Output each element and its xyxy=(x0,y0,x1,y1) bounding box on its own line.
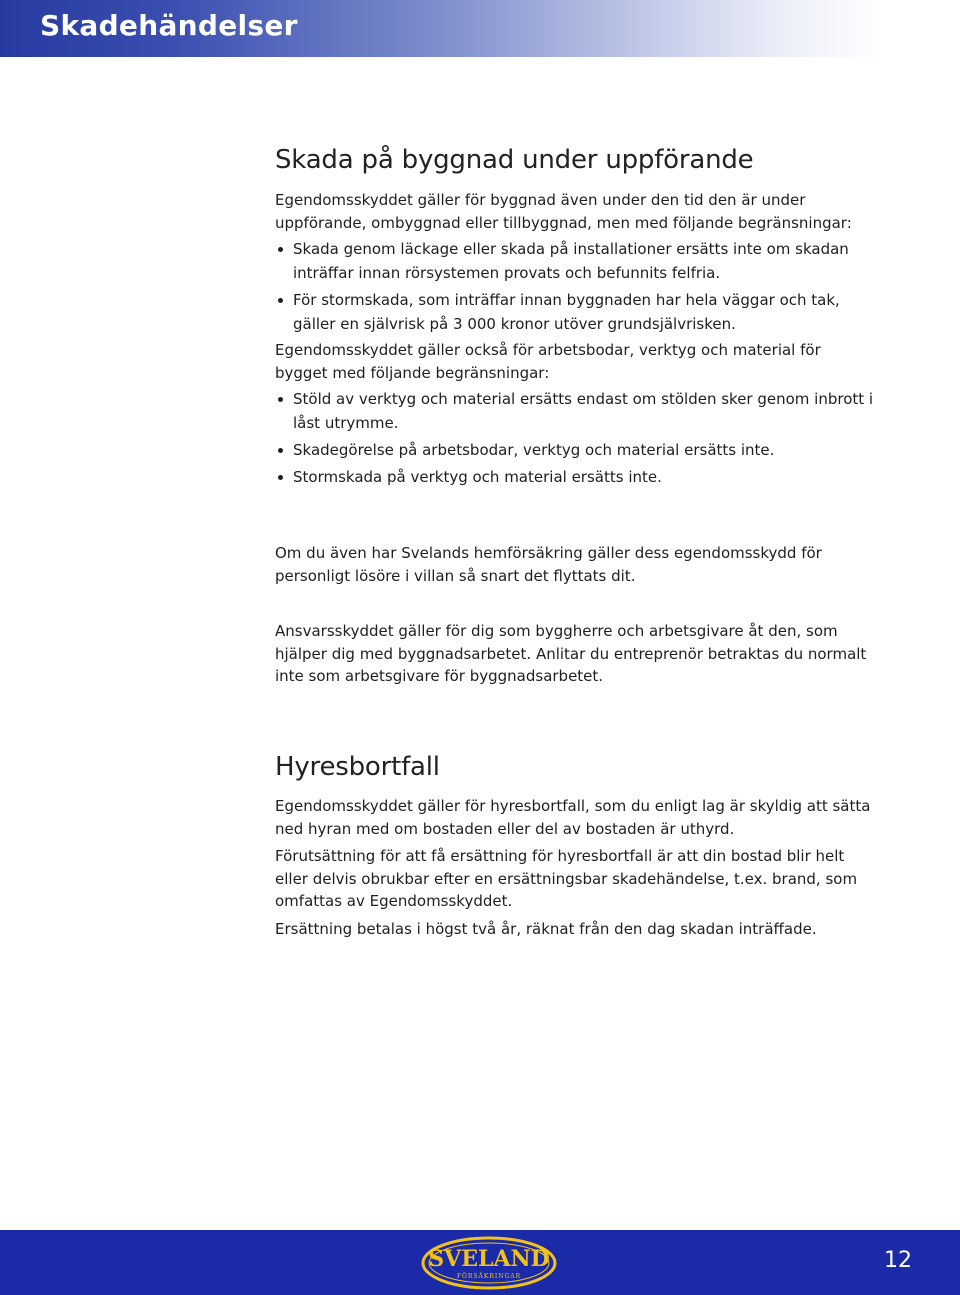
list-item xyxy=(275,237,875,285)
home-insurance-paragraph-wrap xyxy=(275,542,875,587)
sveland-logo xyxy=(420,1233,558,1293)
page-number: 12 xyxy=(884,1248,912,1273)
list-item xyxy=(275,288,875,336)
logo-text: SVELAND xyxy=(428,1246,550,1272)
list-item-text: Stormskada på verktyg och material ersätts inte. xyxy=(293,468,662,486)
list-item xyxy=(275,465,875,489)
construction-intro: Egendomsskyddet gäller för byggnad även under den tid den är under uppförande, ombyggnad eller tillbyggnad, men med följande begränsningar: xyxy=(275,191,852,232)
list-item-text: Skadegörelse på arbetsbodar, verktyg och material ersätts inte. xyxy=(293,441,775,459)
section-construction-body xyxy=(275,189,875,489)
construction-intro-2: Egendomsskyddet gäller också för arbetsbodar, verktyg och material för bygget med följande begränsningar: xyxy=(275,341,821,382)
section-heading-construction-wrap xyxy=(275,145,875,175)
bullet-icon xyxy=(278,475,283,480)
list-item xyxy=(275,438,875,462)
section-rent-loss-body xyxy=(275,795,875,940)
logo-subtext: FÖRSÄKRINGAR xyxy=(456,1273,522,1280)
construction-limits-list-2 xyxy=(275,387,875,489)
bullet-icon xyxy=(278,448,283,453)
list-item xyxy=(275,387,875,435)
rent-loss-paragraph-1: Egendomsskyddet gäller för hyresbortfall, som du enligt lag är skyldig att sätta ned hyran med om bostaden eller del av bostaden är uthyrd. xyxy=(275,797,871,838)
list-item-text: För stormskada, som inträffar innan byggnaden har hela väggar och tak, gäller en självrisk på 3 000 kronor utöver grundsjälvrisken. xyxy=(293,291,840,333)
section-heading-rent-loss-wrap xyxy=(275,752,875,782)
home-insurance-paragraph: Om du även har Svelands hemförsäkring gäller dess egendomsskydd för personligt lösöre i villan så snart det flyttats dit. xyxy=(275,544,822,585)
page-header-title: Skadehändelser xyxy=(40,9,298,42)
list-item-text: Stöld av verktyg och material ersätts endast om stölden sker genom inbrott i låst utrymme. xyxy=(293,390,874,432)
page-footer-band xyxy=(0,1230,960,1295)
bullet-icon xyxy=(278,247,283,252)
liability-paragraph: Ansvarsskyddet gäller för dig som byggherre och arbetsgivare åt den, som hjälper dig med byggnadsarbetet. Anlitar du entreprenör betraktas du normalt inte som arbetsgivare för byggnadsarbetet. xyxy=(275,622,867,685)
rent-loss-paragraph-2: Förutsättning för att få ersättning för hyresbortfall är att din bostad blir helt eller delvis obrukbar efter en ersättningsbar skadehändelse, t.ex. brand, som omfattas av Egendomsskyddet. xyxy=(275,847,858,910)
bullet-icon xyxy=(278,397,283,402)
liability-paragraph-wrap xyxy=(275,620,875,688)
page-header-band xyxy=(0,0,960,57)
section-heading-construction: Skada på byggnad under uppförande xyxy=(275,145,754,175)
section-heading-rent-loss: Hyresbortfall xyxy=(275,752,440,782)
list-item-text: Skada genom läckage eller skada på installationer ersätts inte om skadan inträffar innan rörsystemen provats och befunnits felfria. xyxy=(293,240,849,282)
bullet-icon xyxy=(278,298,283,303)
rent-loss-paragraph-3: Ersättning betalas i högst två år, räknat från den dag skadan inträffade. xyxy=(275,919,817,938)
construction-limits-list xyxy=(275,237,875,336)
